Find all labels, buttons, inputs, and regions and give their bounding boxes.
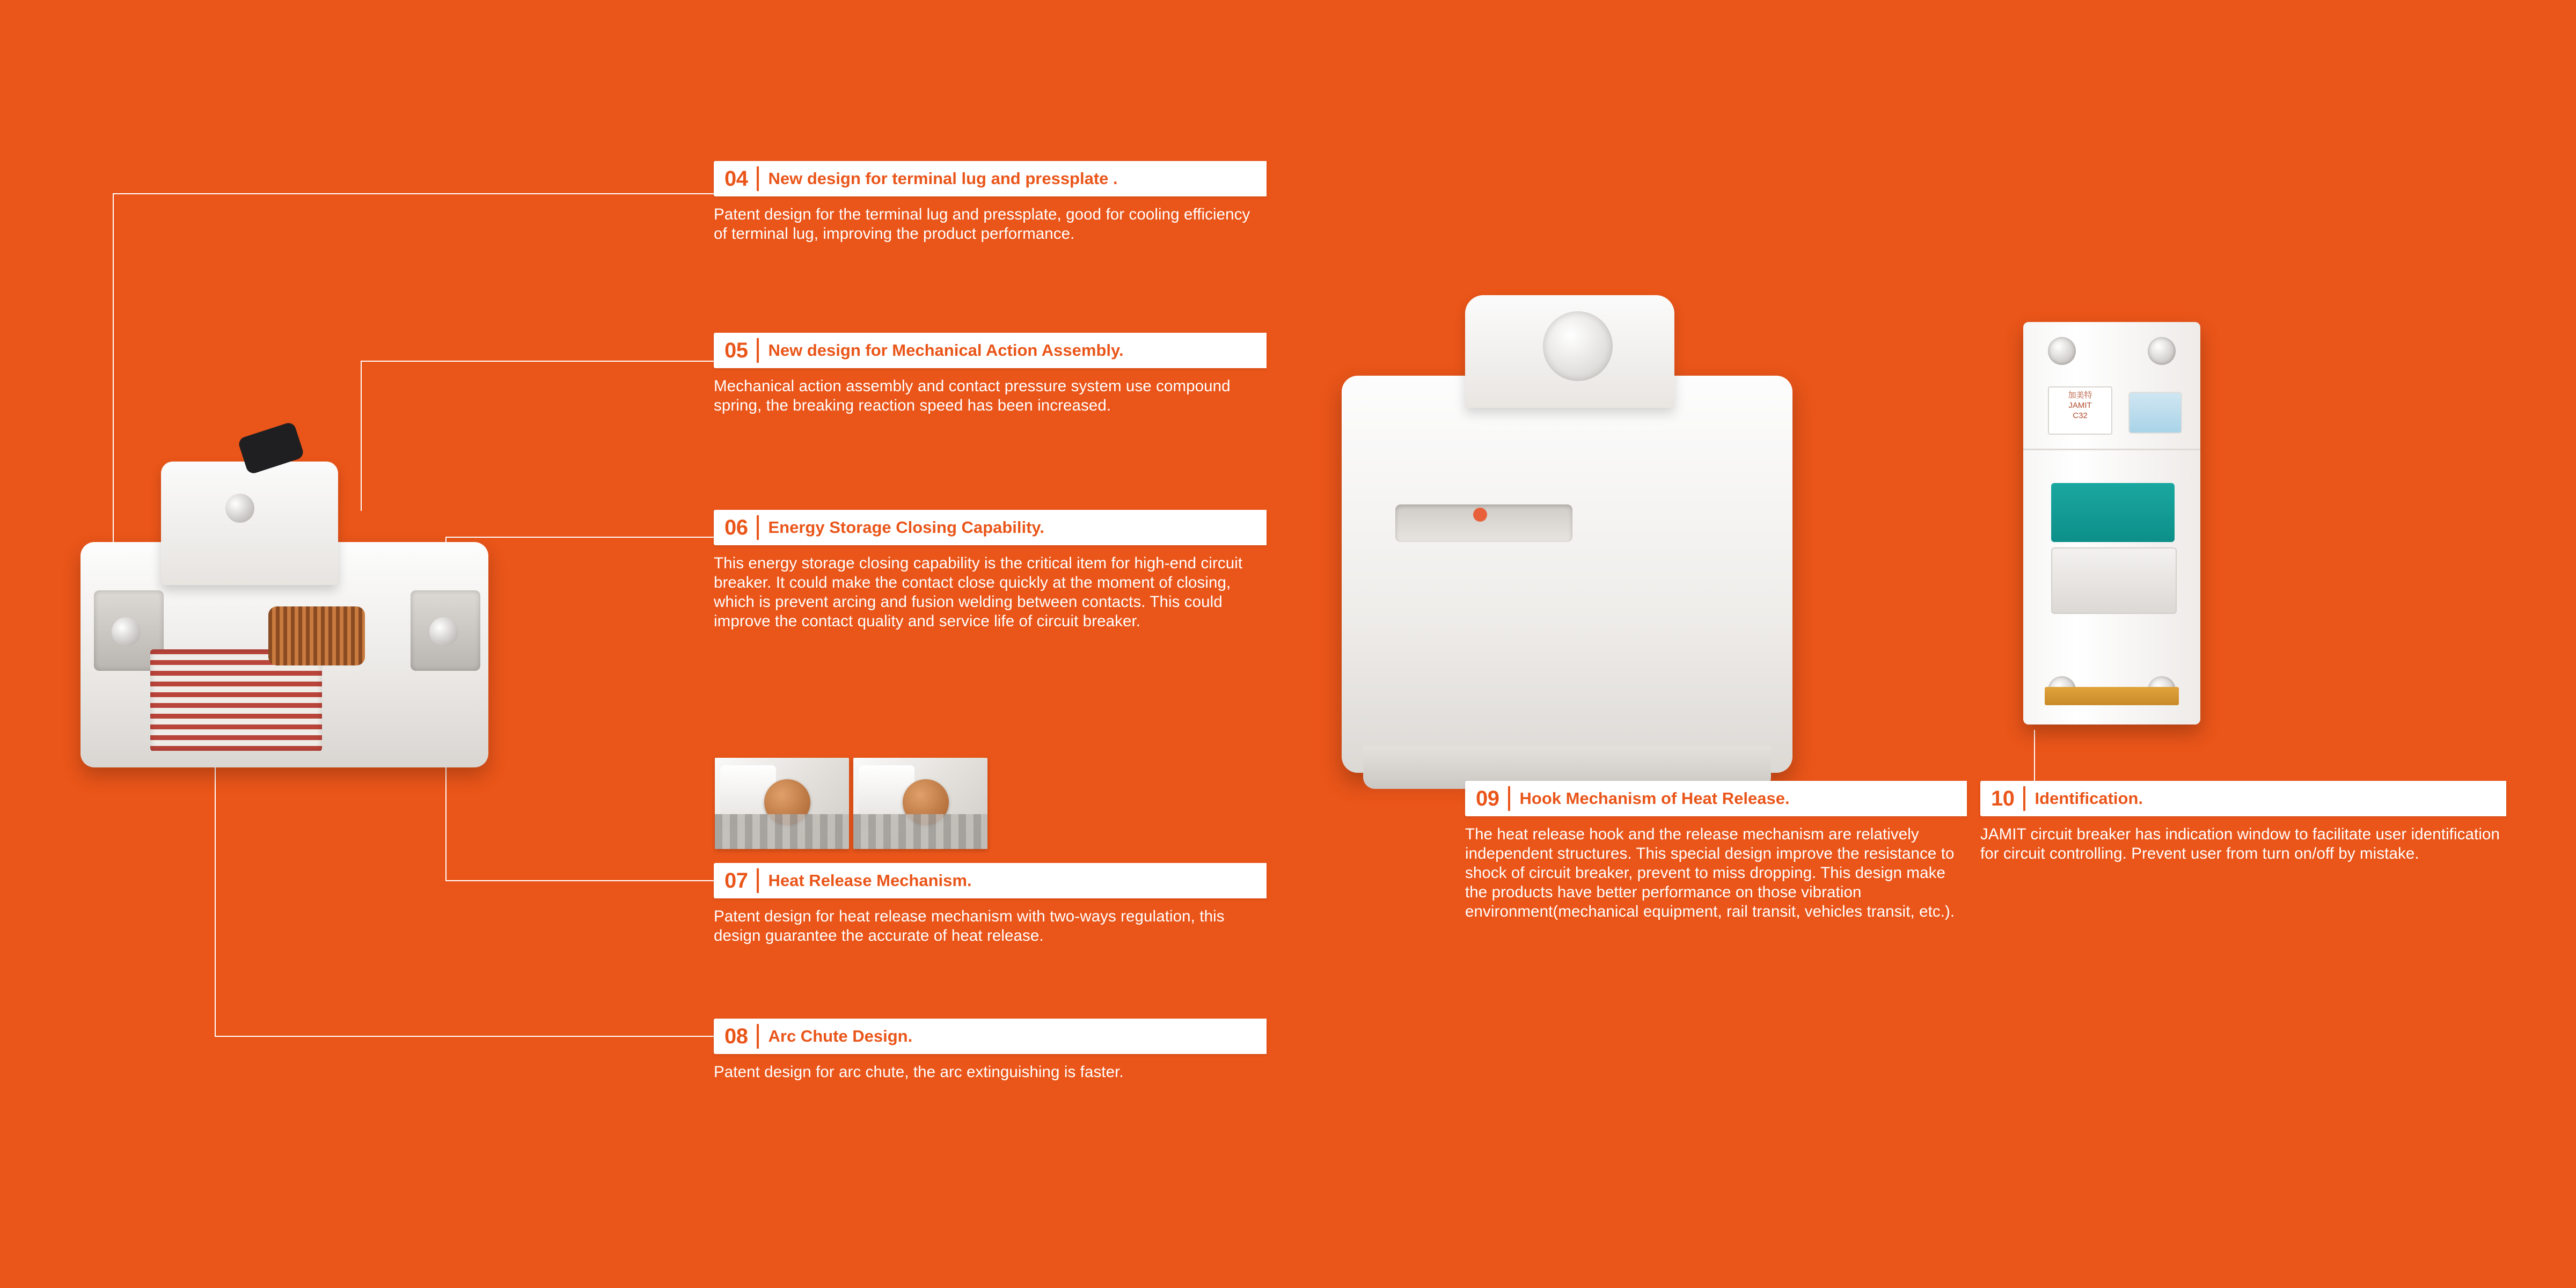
front-view-breaker-image [2023,322,2200,724]
feature-06-body: This energy storage closing capability is the critical item for high-end circuit breaker. It could make the contact close quickly at the moment of closing, which is prevent arcing and fusion welding between contacts. This could improve the contact quality and service life of circuit breaker. [714,554,1243,630]
feature-06 [714,510,1267,631]
feature-05-header [714,333,1267,368]
feature-09-number: 09 [1476,787,1499,810]
indication-window [2128,392,2182,434]
feature-05-body: Mechanical action assembly and contact pressure system use compound spring, the breaking reaction speed has been increased. [714,377,1231,414]
feature-09-body: The heat release hook and the release mechanism are relatively independent structures. This special design improve the resistance to shock of circuit breaker, prevent to miss dropping. This design make the products have better performance on those vibration environment(mechanical equipment, rail transit, vehicles transit, etc.). [1465,825,1955,920]
feature-09-header [1465,781,1967,816]
leader-line-10-v [2034,730,2035,789]
feature-07-header [714,863,1267,898]
feature-08-header [714,1019,1267,1054]
feature-05 [714,333,1267,415]
cutaway-breaker-image [64,413,510,843]
feature-09-title: Hook Mechanism of Heat Release. [1519,789,1790,808]
feature-09 [1465,781,1967,921]
product-label-line3: C32 [2073,411,2088,420]
feature-04-body: Patent design for the terminal lug and pressplate, good for cooling efficiency of terminal lug, improving the product performance. [714,206,1250,243]
product-label-brand: 加美特 [2068,391,2092,400]
leader-line-07-h [445,880,714,881]
leader-line-05-h [361,361,714,362]
feature-07-number: 07 [724,869,748,892]
feature-07-body: Patent design for heat release mechanism with two-ways regulation, this design guarantee the accurate of heat release. [714,908,1225,945]
feature-10-number: 10 [1991,787,2015,810]
leader-line-08-h [215,1036,714,1037]
feature-04-header [714,161,1267,196]
product-label-line2: JAMIT [2068,400,2092,410]
feature-08-body: Patent design for arc chute, the arc extinguishing is faster. [714,1063,1124,1081]
switch-toggle[interactable] [2051,483,2175,542]
feature-05-title: New design for Mechanical Action Assembly. [768,341,1124,360]
feature-06-header [714,510,1267,545]
lever-handle[interactable] [2051,547,2177,614]
feature-08 [714,1019,1267,1082]
product-label [2048,386,2112,435]
feature-06-number: 06 [724,516,748,539]
feature-06-title: Energy Storage Closing Capability. [768,518,1044,537]
feature-10-header [1980,781,2506,816]
feature-10-body: JAMIT circuit breaker has indication window to facilitate user identification for circuit controlling. Prevent user from turn on/off by mistake. [1980,825,2500,862]
feature-08-title: Arc Chute Design. [768,1027,913,1045]
feature-04-number: 04 [724,167,748,191]
feature-04 [714,161,1267,244]
feature-10-title: Identification. [2035,789,2143,808]
contact-thumbnail-1 [715,758,849,849]
feature-08-number: 08 [724,1024,748,1048]
feature-07 [714,863,1267,946]
feature-04-title: New design for terminal lug and pressplate . [768,169,1118,188]
feature-07-title: Heat Release Mechanism. [768,871,972,890]
feature-10 [1980,781,2506,863]
contact-thumbnails [715,758,987,849]
leader-line-04-h [113,193,714,194]
contact-thumbnail-2 [853,758,987,849]
feature-05-number: 05 [724,339,748,362]
